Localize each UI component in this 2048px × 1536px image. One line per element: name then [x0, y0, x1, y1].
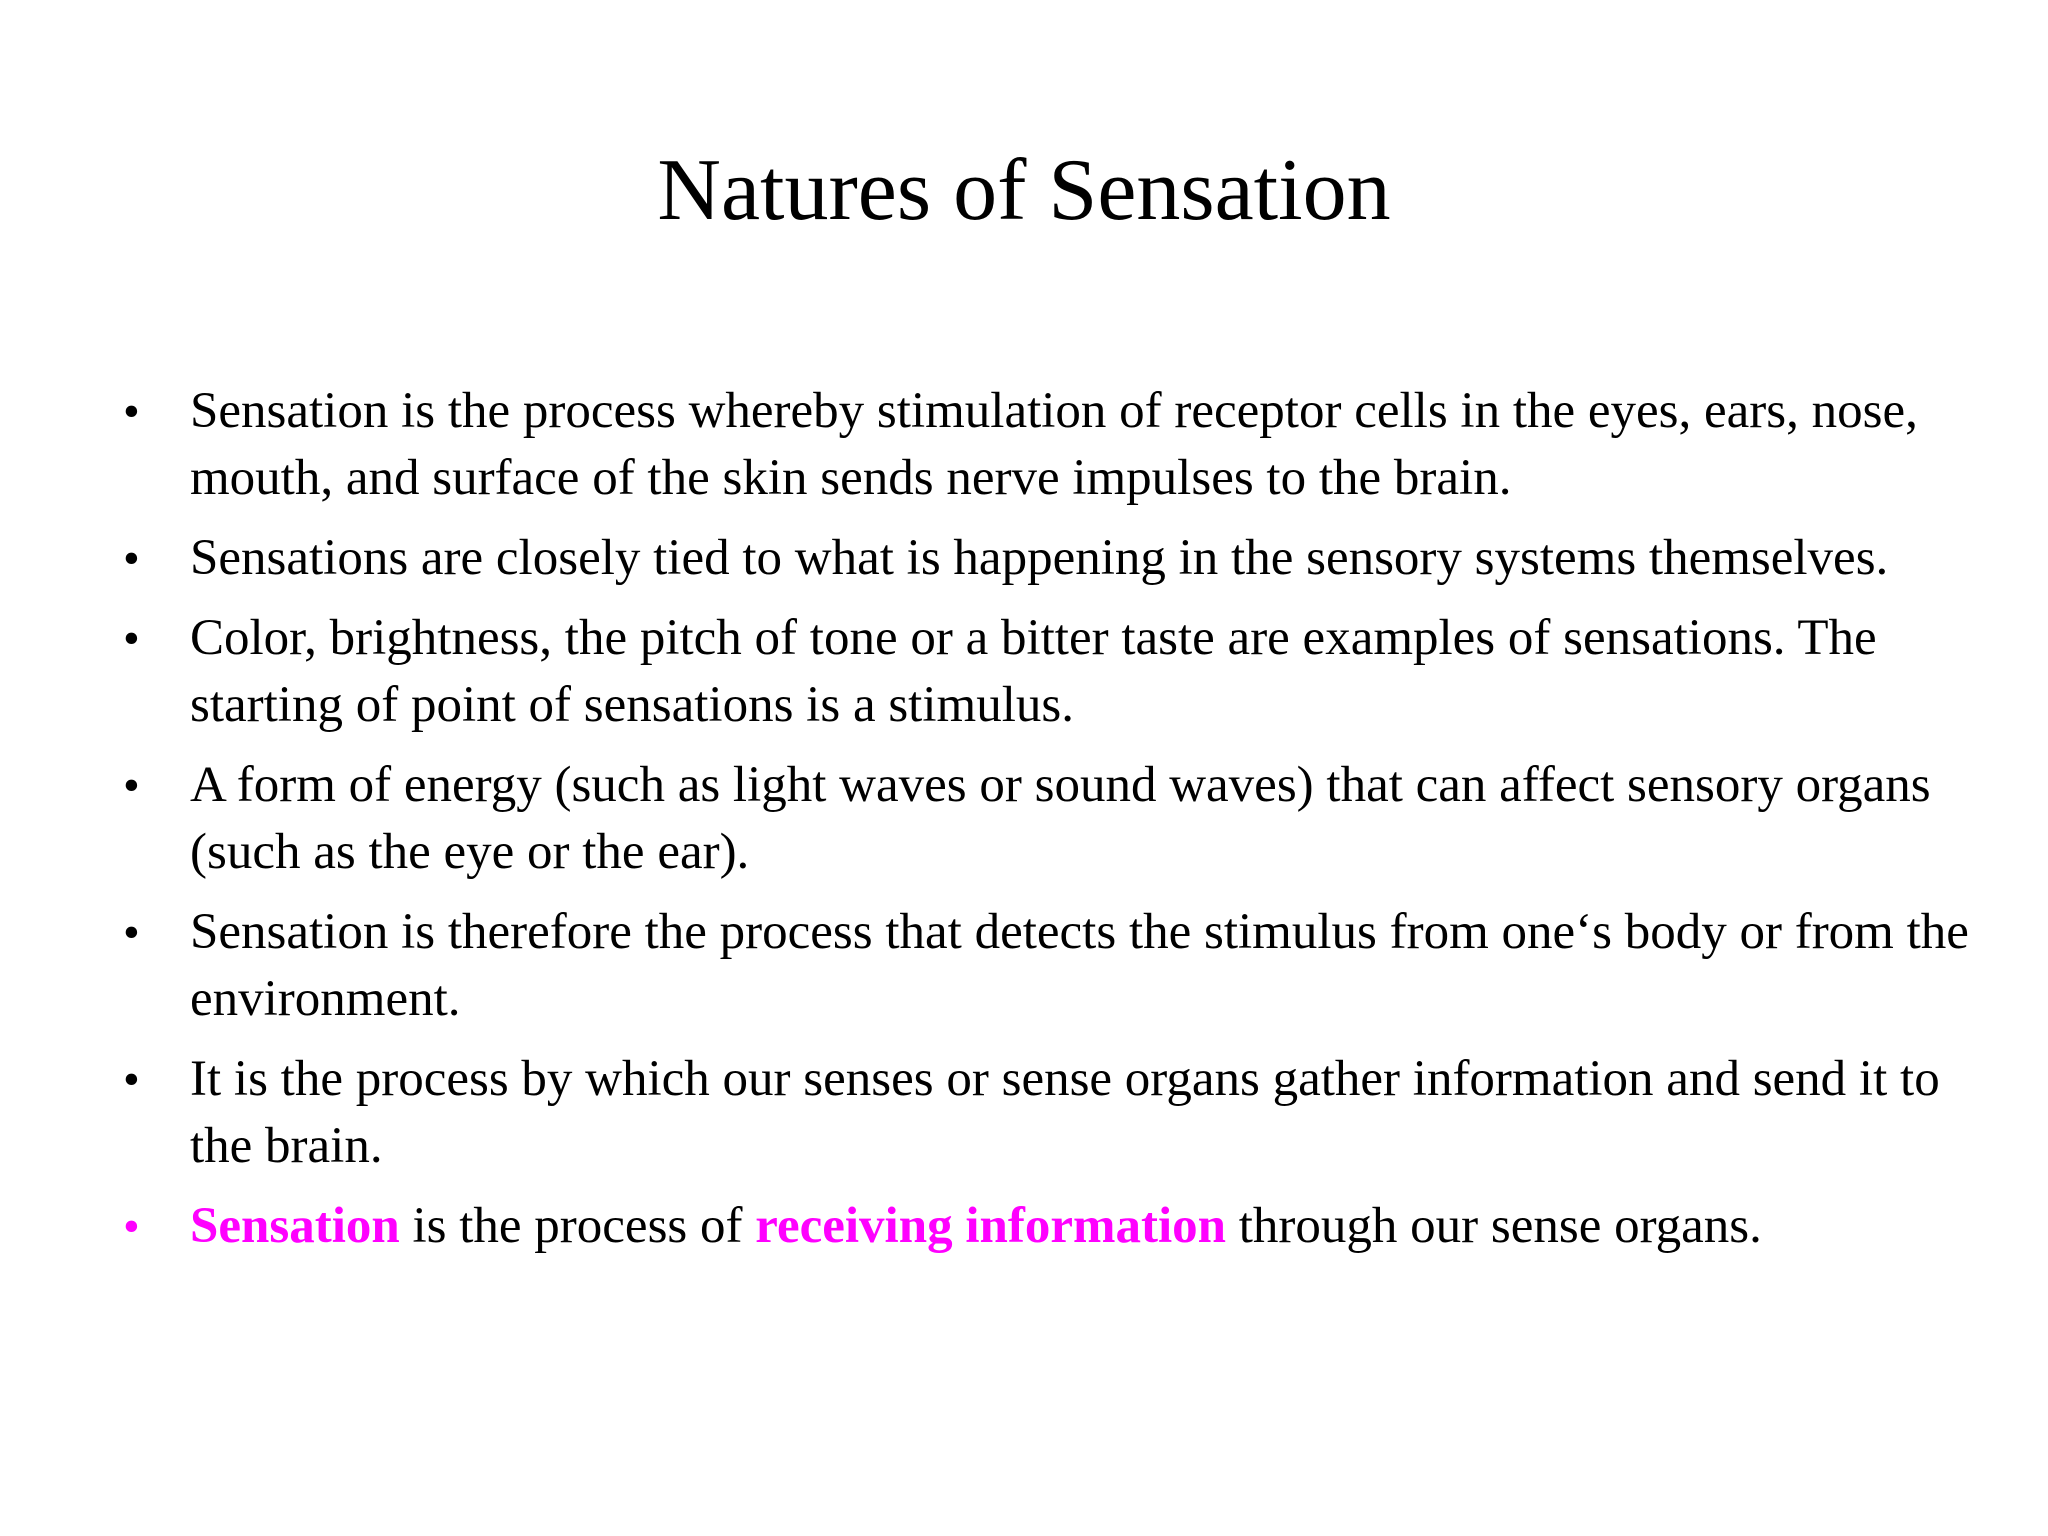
- bullet-dot-icon: •: [123, 1200, 140, 1253]
- bullet-dot-icon: •: [123, 532, 140, 585]
- slide-title: Natures of Sensation: [657, 142, 1391, 239]
- bullet-dot-icon: •: [123, 612, 140, 665]
- definition-text-end: through our sense organs.: [1225, 1198, 1762, 1254]
- bullet-text: Color, brightness, the pitch of tone or a bitter taste are examples of sensations. The starting of point of sensations is a stimulus.: [190, 610, 1877, 733]
- bullet-dot-icon: •: [123, 759, 140, 812]
- bullet-text: Sensations are closely tied to what is happening in the sensory systems themselves.: [190, 530, 1889, 586]
- bullet-item: [123, 1046, 1980, 1180]
- bullet-text: It is the process by which our senses or sense organs gather information and send it to the brain.: [190, 1051, 1940, 1174]
- bullet-dot-icon: •: [123, 385, 140, 438]
- definition-text: is the process of: [399, 1198, 756, 1254]
- bullet-item: [123, 378, 1980, 512]
- definition-key-phrase: receiving information: [755, 1198, 1226, 1254]
- bullet-text: Sensation is the process whereby stimulation of receptor cells in the eyes, ears, nose, mouth, and surface of the skin sends nerve impulses to the brain.: [190, 383, 1918, 506]
- definition-term: Sensation: [190, 1198, 400, 1254]
- bullet-item: [123, 752, 1980, 886]
- bullet-item: [123, 899, 1980, 1033]
- bullet-item: [123, 525, 1980, 592]
- bullet-text: A form of energy (such as light waves or sound waves) that can affect sensory organs (such as the eye or the ear).: [190, 757, 1931, 880]
- bullet-dot-icon: •: [123, 1053, 140, 1106]
- bullet-text: Sensation is therefore the process that detects the stimulus from one‘s body or from the environment.: [190, 904, 1969, 1027]
- bullet-list: [123, 378, 1980, 1273]
- bullet-dot-icon: •: [123, 906, 140, 959]
- bullet-item: [123, 605, 1980, 739]
- bullet-item-definition: [123, 1193, 1980, 1260]
